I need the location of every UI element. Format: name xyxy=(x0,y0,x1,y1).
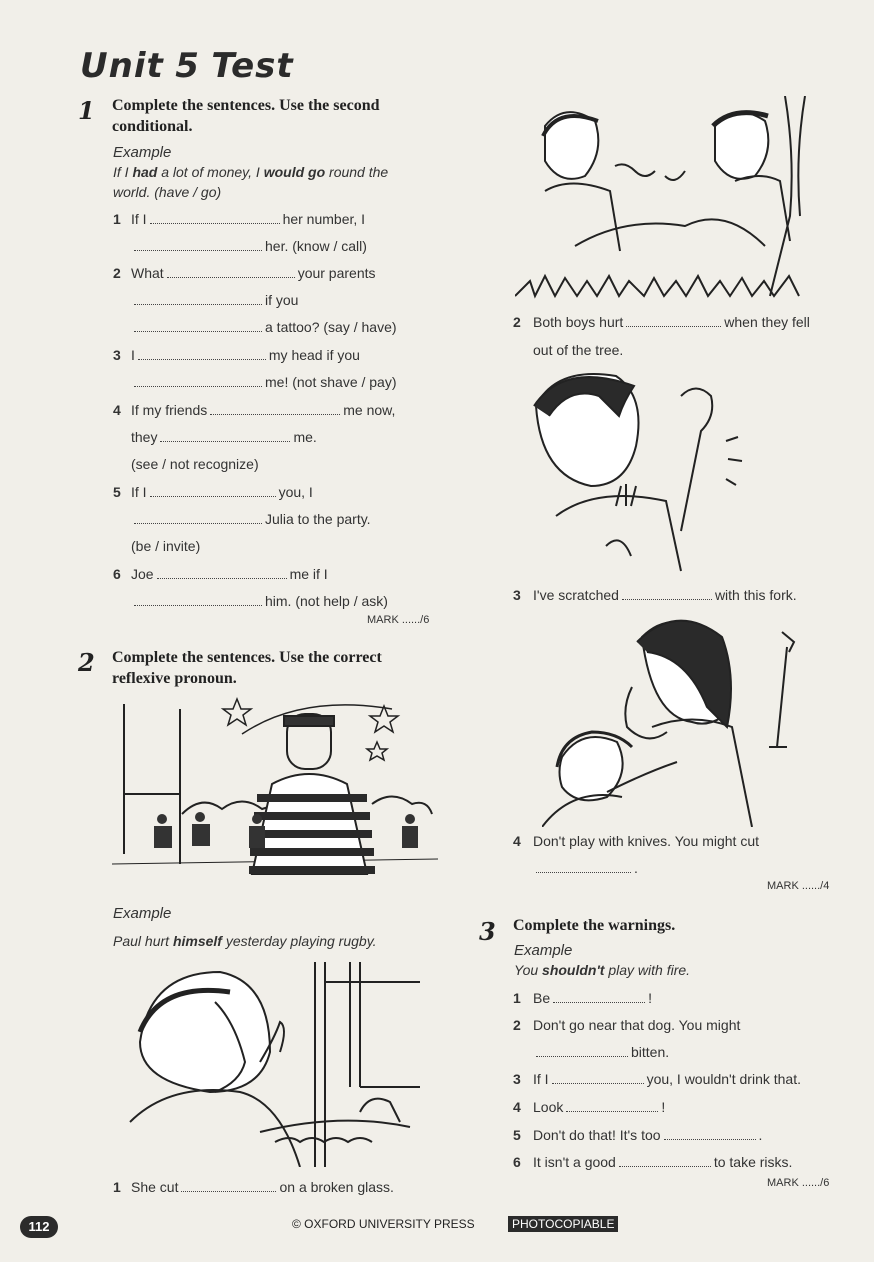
item-number: 3 xyxy=(513,1071,521,1087)
item-text: If I xyxy=(131,484,147,500)
section2-instruction-line2: reflexive pronoun. xyxy=(112,670,237,687)
item-text: her number, I xyxy=(282,211,366,227)
item-text: you, I xyxy=(278,484,313,500)
s1-item-4-line1 xyxy=(113,402,395,418)
item-text: they xyxy=(131,429,158,445)
item-text: I xyxy=(131,347,135,363)
section3-number: 3 xyxy=(479,917,496,946)
item-number: 1 xyxy=(113,211,121,227)
blank-field[interactable] xyxy=(138,358,266,360)
blank-field[interactable] xyxy=(664,1138,756,1140)
title-word: Test xyxy=(211,46,294,86)
s1-item-4-line3: (see / not recognize) xyxy=(131,456,259,472)
s2-item-2-line1 xyxy=(513,314,810,330)
blank-field[interactable] xyxy=(150,495,276,497)
s3-item-5 xyxy=(513,1127,762,1143)
rugby-illustration xyxy=(112,694,438,894)
s2-item-2-line2: out of the tree. xyxy=(533,342,624,358)
s2-item-3 xyxy=(513,587,797,603)
item-text: Don't do that! It's too xyxy=(533,1127,661,1143)
item-text: I've scratched xyxy=(533,587,619,603)
item-text: Don't go near that dog. You might xyxy=(533,1017,741,1033)
item-number: 4 xyxy=(513,1099,521,1115)
section1-number: 1 xyxy=(78,96,95,125)
ex-answer: had xyxy=(132,164,158,180)
s1-item-5-line3: (be / invite) xyxy=(131,538,201,554)
blank-field[interactable] xyxy=(134,330,262,332)
item-number: 1 xyxy=(113,1179,121,1195)
section2-number: 2 xyxy=(78,648,95,677)
item-text: ! xyxy=(661,1099,666,1115)
item-text: a tattoo? (say / have) xyxy=(265,319,397,335)
s3-item-6 xyxy=(513,1154,792,1170)
blank-field[interactable] xyxy=(167,276,295,278)
s1-item-1-line1 xyxy=(113,211,365,227)
photocopiable-badge: PHOTOCOPIABLE xyxy=(508,1216,618,1232)
item-number: 5 xyxy=(513,1127,521,1143)
s3-item-2-line1 xyxy=(513,1017,740,1033)
item-number: 3 xyxy=(513,587,521,603)
item-text: me now, xyxy=(343,402,396,418)
section3-example xyxy=(514,960,690,980)
section3-instruction: Complete the warnings. xyxy=(513,917,676,934)
section2-instruction-line1: Complete the sentences. Use the correct xyxy=(112,649,382,666)
item-number: 1 xyxy=(513,990,521,1006)
s1-item-2-line1 xyxy=(113,265,376,281)
item-text: with this fork. xyxy=(714,587,797,603)
blank-field[interactable] xyxy=(150,222,280,224)
ex-text: If I xyxy=(113,164,133,180)
boy-fork-illustration xyxy=(526,366,746,572)
s3-item-3 xyxy=(513,1071,801,1087)
item-text: . xyxy=(758,1127,763,1143)
blank-field[interactable] xyxy=(134,303,262,305)
item-text: your parents xyxy=(297,265,376,281)
section2-instruction xyxy=(112,647,382,689)
s1-item-3-line1 xyxy=(113,347,360,363)
s3-item-1 xyxy=(513,990,652,1006)
s1-item-2-line3 xyxy=(131,319,397,335)
section3-mark: MARK ....../6 xyxy=(767,1177,830,1189)
ex-answer: shouldn't xyxy=(542,962,605,978)
blank-field[interactable] xyxy=(552,1082,644,1084)
title-number: 5 xyxy=(175,46,200,86)
s2-item-4-line2 xyxy=(533,860,638,876)
s1-item-3-line2 xyxy=(131,374,397,390)
item-text: ! xyxy=(648,990,653,1006)
item-text: Be xyxy=(533,990,551,1006)
ex-text: Paul hurt xyxy=(113,933,173,949)
blank-field[interactable] xyxy=(626,325,721,327)
s1-item-1-line2 xyxy=(131,238,367,254)
section1-mark: MARK ....../6 xyxy=(367,614,430,626)
item-text: me if I xyxy=(289,566,328,582)
section2-example xyxy=(113,931,377,951)
item-text: If I xyxy=(533,1071,549,1087)
blank-field[interactable] xyxy=(536,1055,628,1057)
s1-item-6-line1 xyxy=(113,566,328,582)
blank-field[interactable] xyxy=(157,577,287,579)
blank-field[interactable] xyxy=(181,1190,276,1192)
ex-answer: would go xyxy=(263,164,326,180)
item-text: She cut xyxy=(131,1179,179,1195)
s1-item-5-line1 xyxy=(113,484,313,500)
s3-item-2-line2 xyxy=(533,1044,669,1060)
item-text: It isn't a good xyxy=(533,1154,616,1170)
item-text: her. (know / call) xyxy=(265,238,367,254)
item-text: if you xyxy=(265,292,299,308)
blank-field[interactable] xyxy=(160,440,290,442)
blank-field[interactable] xyxy=(134,522,262,524)
item-text: me. xyxy=(293,429,317,445)
item-number: 4 xyxy=(513,833,521,849)
ex-text: yesterday playing rugby. xyxy=(221,933,377,949)
item-text: me! (not shave / pay) xyxy=(265,374,397,390)
item-text: If my friends xyxy=(131,402,208,418)
blank-field[interactable] xyxy=(134,385,262,387)
item-number: 2 xyxy=(513,314,521,330)
section1-example xyxy=(113,162,388,202)
blank-field[interactable] xyxy=(622,598,712,600)
page-number-badge: 112 xyxy=(20,1216,58,1238)
s2-item-4-line1 xyxy=(513,833,759,849)
blank-field[interactable] xyxy=(619,1165,711,1167)
item-text: my head if you xyxy=(268,347,360,363)
s1-item-5-line2 xyxy=(131,511,371,527)
item-number: 2 xyxy=(513,1017,521,1033)
copyright-text: © OXFORD UNIVERSITY PRESS xyxy=(292,1217,475,1231)
item-text: What xyxy=(131,265,164,281)
boys-tree-illustration xyxy=(515,96,835,301)
section2-mark: MARK ....../4 xyxy=(767,880,830,892)
blank-field[interactable] xyxy=(536,871,631,873)
item-number: 2 xyxy=(113,265,121,281)
item-number: 6 xyxy=(113,566,121,582)
item-number: 3 xyxy=(113,347,121,363)
title-prefix: Unit xyxy=(80,46,164,86)
item-text: If I xyxy=(131,211,147,227)
section1-instruction xyxy=(112,95,380,137)
item-text: Both boys hurt xyxy=(533,314,624,330)
item-text: Look xyxy=(533,1099,564,1115)
s1-item-4-line2 xyxy=(131,429,317,445)
item-number: 6 xyxy=(513,1154,521,1170)
item-text: when they fell xyxy=(724,314,810,330)
blank-field[interactable] xyxy=(566,1110,658,1112)
ex-text: a lot of money, I xyxy=(157,164,264,180)
item-text: you, I wouldn't drink that. xyxy=(646,1071,801,1087)
s3-item-4 xyxy=(513,1099,665,1115)
item-number: 5 xyxy=(113,484,121,500)
ex-text: play with fire. xyxy=(604,962,691,978)
s1-item-6-line2 xyxy=(131,593,388,609)
blank-field[interactable] xyxy=(553,1001,645,1003)
section1-example-line2: world. (have / go) xyxy=(113,184,222,200)
section1-example-line1 xyxy=(113,162,388,182)
section2-example-label: Example xyxy=(113,905,172,922)
item-text: to take risks. xyxy=(713,1154,793,1170)
section1-example-label: Example xyxy=(113,144,172,161)
blank-field[interactable] xyxy=(210,413,340,415)
blank-field[interactable] xyxy=(134,249,262,251)
s2-item-1 xyxy=(113,1179,394,1195)
section1-instruction-line2: conditional. xyxy=(112,118,193,135)
s1-item-2-line2 xyxy=(131,292,298,308)
ex-text: round the xyxy=(325,164,389,180)
item-text: him. (not help / ask) xyxy=(265,593,388,609)
item-text: bitten. xyxy=(631,1044,670,1060)
woman-knife-boy-illustration xyxy=(542,617,812,827)
item-number: 4 xyxy=(113,402,121,418)
item-text: Don't play with knives. You might cut xyxy=(533,833,760,849)
item-text: Joe xyxy=(131,566,154,582)
page-title xyxy=(80,46,294,86)
item-text: Julia to the party. xyxy=(265,511,371,527)
ex-text: You xyxy=(514,962,543,978)
blank-field[interactable] xyxy=(134,604,262,606)
item-text: on a broken glass. xyxy=(279,1179,394,1195)
girl-cut-hand-illustration xyxy=(120,962,420,1167)
section1-instruction-line1: Complete the sentences. Use the second xyxy=(112,97,380,114)
ex-answer: himself xyxy=(172,933,222,949)
item-text: . xyxy=(634,860,638,876)
section3-example-label: Example xyxy=(514,942,573,959)
